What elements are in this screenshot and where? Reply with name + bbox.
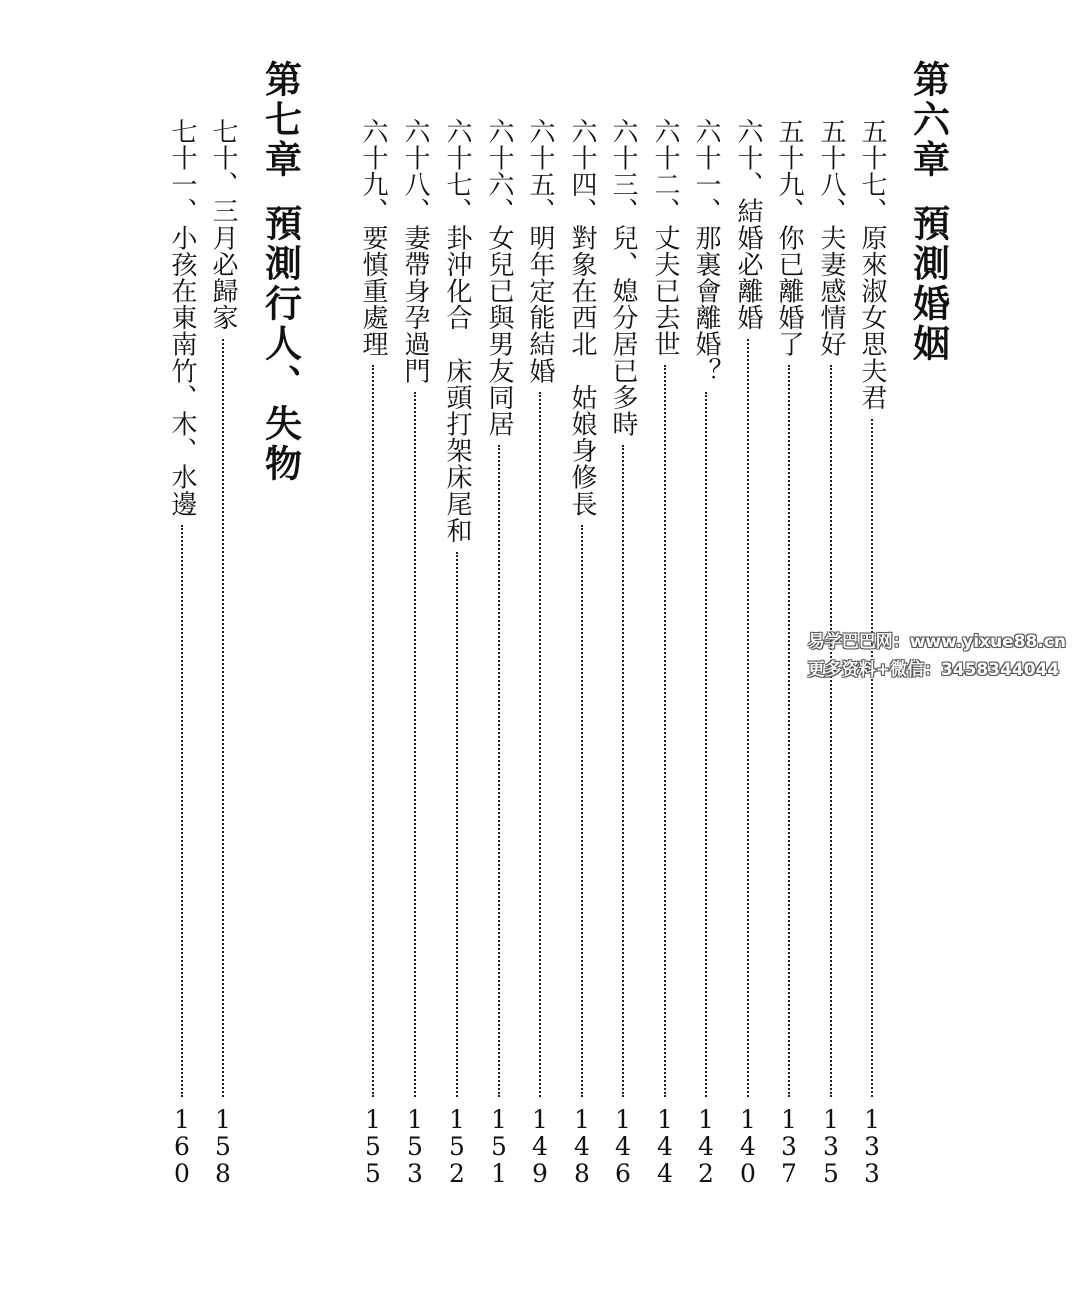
- toc-entry-title: 六十九、要慎重處理: [358, 118, 388, 358]
- page-number-digit: 1: [864, 1105, 880, 1134]
- page-number-digit: 1: [698, 1105, 714, 1134]
- dot-leader: [705, 392, 707, 1097]
- page-number-digit: 3: [864, 1159, 880, 1188]
- toc-entry-title: 六十八、妻帶身孕過門: [400, 118, 430, 384]
- page-number-digit: 1: [491, 1105, 507, 1134]
- dot-leader: [622, 445, 624, 1097]
- toc-entry-page: [781, 1107, 797, 1188]
- chapter-6-heading-column: [904, 60, 952, 364]
- page-number-digit: 4: [532, 1132, 548, 1161]
- page-number-digit: 1: [574, 1105, 590, 1134]
- page-number-digit: 4: [657, 1159, 673, 1188]
- page-number-digit: 5: [407, 1132, 423, 1161]
- dot-leader: [181, 525, 183, 1097]
- toc-entry-page: [532, 1107, 548, 1188]
- page-number-digit: 2: [698, 1159, 714, 1188]
- dot-leader: [830, 365, 832, 1097]
- toc-entry-page: [407, 1107, 423, 1188]
- toc-entry-page: [215, 1107, 231, 1188]
- dot-leader: [747, 339, 749, 1097]
- toc-entry-page: [864, 1107, 880, 1188]
- page-number-digit: 1: [740, 1105, 756, 1134]
- dot-leader: [372, 365, 374, 1097]
- dot-leader: [788, 365, 790, 1097]
- toc-entry-title: 六十四、對象在西北 姑娘身修長: [567, 118, 597, 517]
- page-number-digit: 1: [657, 1105, 673, 1134]
- dot-leader: [414, 392, 416, 1097]
- page-number-digit: 6: [615, 1159, 631, 1188]
- page-number-digit: 1: [365, 1105, 381, 1134]
- page-number-digit: 4: [698, 1132, 714, 1161]
- toc-entry-62[interactable]: [648, 118, 682, 1188]
- page-number-digit: 8: [574, 1159, 590, 1188]
- page-number-digit: 4: [615, 1132, 631, 1161]
- page-number-digit: 5: [823, 1159, 839, 1188]
- page-number-digit: 1: [781, 1105, 797, 1134]
- toc-entry-title: 七十、三月必歸家: [208, 118, 238, 331]
- dot-leader: [664, 365, 666, 1097]
- toc-entry-67[interactable]: [440, 118, 474, 1188]
- watermark-line-1: 易学巴巴网：www.yixue88.cn: [807, 632, 1066, 652]
- page-number-digit: 9: [532, 1159, 548, 1188]
- page-number-digit: 1: [823, 1105, 839, 1134]
- toc-entry-title: 六十三、兒、媳分居已多時: [608, 118, 638, 438]
- page-number-digit: 3: [823, 1132, 839, 1161]
- toc-entry-page: [823, 1107, 839, 1188]
- toc-entry-64[interactable]: [565, 118, 599, 1188]
- page-number-digit: 5: [491, 1132, 507, 1161]
- page-number-digit: 1: [615, 1105, 631, 1134]
- page-number-digit: 5: [365, 1132, 381, 1161]
- toc-entry-page: [449, 1107, 465, 1188]
- page-number-digit: 6: [174, 1132, 190, 1161]
- dot-leader: [581, 525, 583, 1097]
- toc-entry-68[interactable]: [398, 118, 432, 1188]
- toc-entry-title: 六十六、女兒已與男友同居: [484, 118, 514, 438]
- toc-entry-page: [491, 1107, 507, 1188]
- toc-entry-69[interactable]: [356, 118, 390, 1188]
- toc-entry-60[interactable]: [731, 118, 765, 1188]
- toc-entry-66[interactable]: [482, 118, 516, 1188]
- page-number-digit: 1: [174, 1105, 190, 1134]
- toc-entry-title: 七十一、小孩在東南竹、木、水邊: [167, 118, 197, 517]
- page-number-digit: 7: [781, 1159, 797, 1188]
- toc-entry-63[interactable]: [606, 118, 640, 1188]
- toc-entry-page: [574, 1107, 590, 1188]
- page-number-digit: 4: [740, 1132, 756, 1161]
- page-number-digit: 1: [407, 1105, 423, 1134]
- chapter-7-heading-column: [256, 60, 304, 484]
- toc-entry-title: 六十、結婚必離婚: [733, 118, 763, 331]
- dot-leader: [871, 419, 873, 1097]
- page-number-digit: 0: [174, 1159, 190, 1188]
- toc-entry-title: 五十九、你已離婚了: [774, 118, 804, 358]
- page-number-digit: 1: [215, 1105, 231, 1134]
- toc-entry-page: [365, 1107, 381, 1188]
- toc-entry-title: 五十八、夫妻感情好: [816, 118, 846, 358]
- dot-leader: [539, 392, 541, 1097]
- chapter-6-label: 第六章: [906, 60, 951, 180]
- dot-leader: [222, 339, 224, 1097]
- toc-entry-71[interactable]: [165, 118, 199, 1188]
- page-number-digit: 8: [215, 1159, 231, 1188]
- toc-entry-page: [740, 1107, 756, 1188]
- page-number-digit: 5: [449, 1132, 465, 1161]
- page-number-digit: 4: [657, 1132, 673, 1161]
- toc-entry-61[interactable]: [689, 118, 723, 1188]
- page-number-digit: 3: [864, 1132, 880, 1161]
- page-number-digit: 2: [449, 1159, 465, 1188]
- toc-entry-title: 六十七、卦沖化合 床頭打架床尾和: [442, 118, 472, 544]
- toc-entry-title: 六十一、那裏會離婚？: [691, 118, 721, 384]
- page-number-digit: 4: [574, 1132, 590, 1161]
- toc-entry-65[interactable]: [523, 118, 557, 1188]
- page-number-digit: 0: [740, 1159, 756, 1188]
- dot-leader: [498, 445, 500, 1097]
- chapter-7-title: 預測行人、失物: [258, 204, 303, 484]
- dot-leader: [456, 552, 458, 1097]
- toc-entry-page: [174, 1107, 190, 1188]
- page-number-digit: 5: [365, 1159, 381, 1188]
- chapter-7-label: 第七章: [258, 60, 303, 180]
- toc-entry-page: [615, 1107, 631, 1188]
- toc-entry-59[interactable]: [772, 118, 806, 1188]
- toc-entry-70[interactable]: [206, 118, 240, 1188]
- toc-entry-title: 五十七、原來淑女思夫君: [857, 118, 887, 411]
- page-number-digit: 1: [491, 1159, 507, 1188]
- toc-entry-title: 六十五、明年定能結婚: [525, 118, 555, 384]
- watermark-line-2: 更多资料+微信：3458344044: [807, 660, 1060, 680]
- page-number-digit: 3: [407, 1159, 423, 1188]
- toc-entry-title: 六十二、丈夫已去世: [650, 118, 680, 358]
- watermark: [808, 628, 1066, 684]
- page-number-digit: 3: [781, 1132, 797, 1161]
- page-number-digit: 1: [532, 1105, 548, 1134]
- page-number-digit: 1: [449, 1105, 465, 1134]
- toc-entry-page: [698, 1107, 714, 1188]
- chapter-6-title: 預測婚姻: [906, 204, 951, 364]
- toc-entry-page: [657, 1107, 673, 1188]
- page-number-digit: 5: [215, 1132, 231, 1161]
